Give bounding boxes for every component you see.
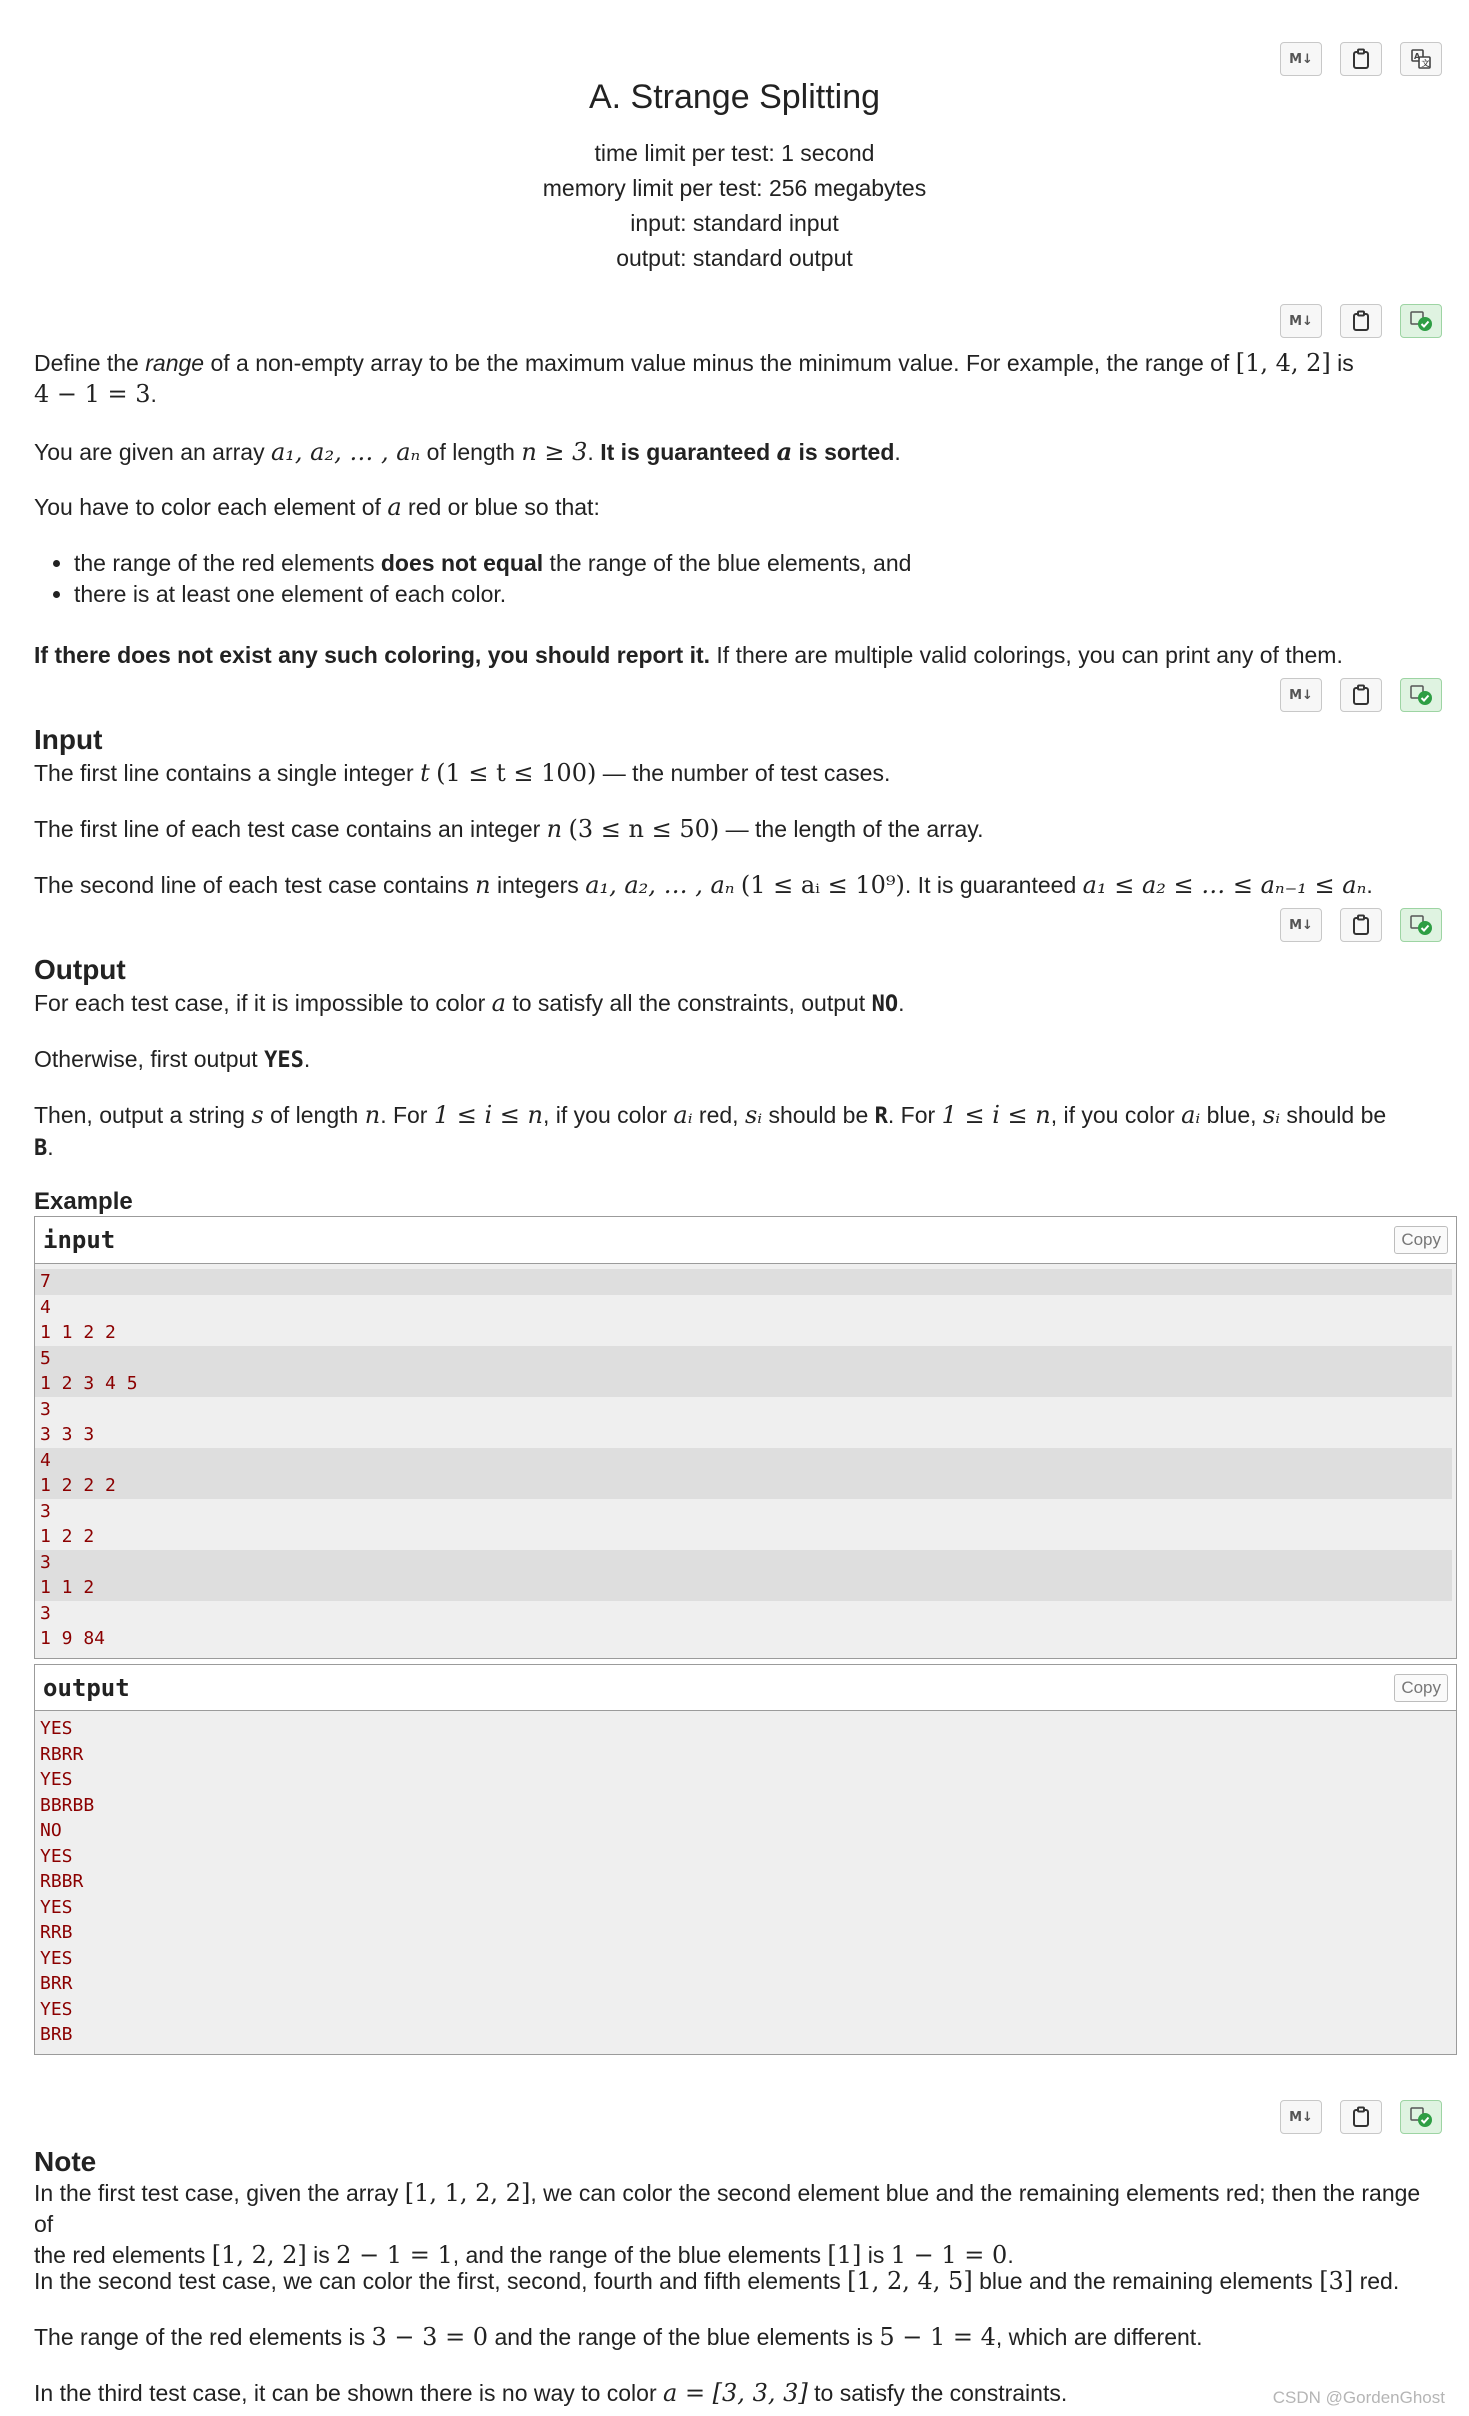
problem-title: A. Strange Splitting bbox=[588, 78, 881, 116]
example-input-line: 7 bbox=[35, 1269, 1452, 1295]
markdown-button[interactable] bbox=[1280, 678, 1322, 712]
example-output-line: YES bbox=[40, 1998, 73, 2020]
example-input-line: 1 2 2 2 bbox=[35, 1473, 1452, 1499]
example-input-line: 1 1 2 bbox=[35, 1575, 1452, 1601]
example-output-line: NO bbox=[40, 1820, 62, 1841]
markdown-icon: M↓ bbox=[1289, 51, 1313, 67]
statement-paragraph-4: If there does not exist any such coloring, you should report it. If there are multiple valid colorings, you can print any of them. bbox=[34, 642, 1343, 668]
example-input-line: 3 3 3 bbox=[40, 1424, 95, 1445]
output-spec: output: standard output bbox=[616, 245, 853, 271]
clipboard-icon bbox=[1351, 914, 1371, 936]
copy-statement-button[interactable] bbox=[1340, 42, 1382, 76]
header-toolbar bbox=[1280, 42, 1442, 76]
statement-paragraph-2: You are given an array a₁, a₂, … , aₙ of length n ≥ 3. It is guaranteed a is sorted. bbox=[34, 437, 901, 466]
check-translate-icon bbox=[1409, 914, 1433, 936]
term-range: range bbox=[145, 350, 205, 376]
clipboard-icon bbox=[1351, 684, 1371, 706]
example-input-line: 3 bbox=[40, 1398, 51, 1420]
clipboard-icon bbox=[1351, 310, 1371, 332]
svg-text:文: 文 bbox=[1421, 59, 1430, 68]
output-line-1: For each test case, if it is impossible to color a to satisfy all the constraints, output NO. bbox=[34, 989, 905, 1017]
example-heading: Example bbox=[34, 1188, 133, 1215]
clipboard-icon bbox=[1351, 2106, 1371, 2128]
check-translate-icon bbox=[1409, 310, 1433, 332]
input-line-1: The first line contains a single integer t (1 ≤ t ≤ 100) — the number of test cases. bbox=[34, 759, 891, 787]
example-output-line: YES bbox=[40, 1718, 73, 1739]
clipboard-icon bbox=[1351, 48, 1371, 70]
input-toolbar bbox=[1280, 678, 1442, 712]
example-output-line: RBBR bbox=[40, 1871, 84, 1892]
translate-button[interactable] bbox=[1400, 42, 1442, 76]
markdown-button[interactable] bbox=[1280, 42, 1322, 76]
copy-statement-button[interactable] bbox=[1340, 678, 1382, 712]
copy-input-button[interactable]: Copy bbox=[1394, 1226, 1448, 1254]
example-output-line: YES bbox=[40, 1896, 73, 1918]
copy-statement-button[interactable] bbox=[1340, 304, 1382, 338]
note-toolbar bbox=[1280, 2100, 1442, 2134]
example-output-body bbox=[35, 1711, 1456, 2054]
example-output-line: YES bbox=[40, 1947, 73, 1969]
example-input-line: 4 bbox=[35, 1448, 1452, 1474]
example-input-header bbox=[35, 1217, 1456, 1264]
output-line-2: Otherwise, first output YES. bbox=[34, 1046, 311, 1073]
example-output-line: YES bbox=[40, 1845, 73, 1867]
example-input-line: 3 bbox=[40, 1602, 51, 1624]
markdown-button[interactable] bbox=[1280, 304, 1322, 338]
example-output-line: YES bbox=[40, 1769, 73, 1790]
example-output-line: BBRBB bbox=[40, 1794, 95, 1816]
example-output-header bbox=[35, 1664, 1456, 1711]
example-input-box bbox=[34, 1216, 1457, 1659]
input-line-2: The first line of each test case contains an integer n (3 ≤ n ≤ 50) — the length of the array. bbox=[34, 815, 984, 843]
markdown-icon: M↓ bbox=[1289, 687, 1313, 703]
example-input-line: 3 bbox=[40, 1500, 51, 1522]
check-translate-icon bbox=[1409, 684, 1433, 706]
example-input-line: 3 bbox=[35, 1550, 1452, 1576]
input-line-3: The second line of each test case contains n integers a₁, a₂, … , aₙ (1 ≤ aᵢ ≤ 10⁹). It is guaranteed a₁ ≤ a₂ ≤ … ≤ aₙ₋₁ ≤ aₙ. bbox=[34, 871, 1373, 899]
example-input-line: 1 1 2 2 bbox=[40, 1322, 116, 1343]
markdown-icon: M↓ bbox=[1289, 313, 1313, 329]
markdown-button[interactable] bbox=[1280, 908, 1322, 942]
note-paragraph-2: In the second test case, we can color the first, second, fourth and fifth elements [1, 2, 4, 5] blue and the remaining elements [3] red. bbox=[34, 2267, 1400, 2295]
example-output-line: BRR bbox=[40, 1973, 73, 1994]
memory-limit: memory limit per test: 256 megabytes bbox=[542, 175, 927, 201]
example-output-line: RRB bbox=[40, 1922, 73, 1943]
example-input-line: 5 bbox=[35, 1346, 1452, 1372]
example-input-body bbox=[35, 1264, 1456, 1658]
translated-status-button[interactable] bbox=[1400, 2100, 1442, 2134]
translated-status-button[interactable] bbox=[1400, 908, 1442, 942]
example-input-line: 1 2 2 bbox=[40, 1526, 95, 1547]
example-input-label: input bbox=[43, 1226, 116, 1254]
input-spec: input: standard input bbox=[630, 210, 839, 236]
copy-statement-button[interactable] bbox=[1340, 2100, 1382, 2134]
example-input-line: 1 9 84 bbox=[40, 1628, 106, 1649]
example-output-line: RBRR bbox=[40, 1743, 84, 1765]
example-output-line: BRB bbox=[40, 2024, 73, 2045]
markdown-icon: M↓ bbox=[1289, 2109, 1313, 2125]
note-paragraph-3: The range of the red elements is 3 − 3 = 0 and the range of the blue elements is 5 − 1 = 4, which are different. bbox=[34, 2323, 1203, 2351]
check-translate-icon bbox=[1409, 2106, 1433, 2128]
note-paragraph-4: In the third test case, it can be shown there is no way to color a = [3, 3, 3] to satisfy the constraints. bbox=[34, 2379, 1068, 2407]
markdown-button[interactable] bbox=[1280, 2100, 1322, 2134]
example-output-label: output bbox=[43, 1673, 130, 1702]
time-limit: time limit per test: 1 second bbox=[594, 140, 875, 166]
example-input-line: 4 bbox=[40, 1296, 51, 1318]
svg-text:A: A bbox=[1414, 52, 1421, 61]
example-output-box bbox=[34, 1664, 1457, 2055]
statement-paragraph-1: Define the range of a non-empty array to be the maximum value minus the minimum value. For example, the range of [1, 4, 2] is 4 − 1 = 3. bbox=[34, 349, 1354, 408]
translated-status-button[interactable] bbox=[1400, 678, 1442, 712]
problem-limits bbox=[0, 136, 1469, 276]
condition-list bbox=[34, 548, 1434, 610]
markdown-icon: M↓ bbox=[1289, 917, 1313, 933]
translate-icon bbox=[1410, 48, 1432, 70]
translated-status-button[interactable] bbox=[1400, 304, 1442, 338]
note-paragraph-1: In the first test case, given the array [1, 1, 2, 2], we can color the second element blue and the remaining elements red; then the range of the red elements [1, 2, 2] is 2 − 1 = 1, and the range of the blue elements [1] is 1 − 1 = 0. bbox=[34, 2179, 1421, 2269]
example-input-line: 1 2 3 4 5 bbox=[35, 1371, 1452, 1397]
output-heading: Output bbox=[34, 954, 126, 985]
statement-toolbar bbox=[1280, 304, 1442, 338]
watermark: CSDN @GordenGhost bbox=[1272, 2388, 1445, 2407]
copy-statement-button[interactable] bbox=[1340, 908, 1382, 942]
copy-output-button[interactable]: Copy bbox=[1394, 1674, 1448, 1702]
output-toolbar bbox=[1280, 908, 1442, 942]
note-heading: Note bbox=[34, 2146, 97, 2177]
condition-item: • the range of the red elements does not equal the range of the blue elements, and bbox=[74, 548, 1434, 579]
input-heading: Input bbox=[34, 724, 103, 755]
condition-item: • there is at least one element of each color. bbox=[74, 579, 1434, 610]
statement-paragraph-3: You have to color each element of a red or blue so that: bbox=[34, 493, 600, 521]
output-line-3: Then, output a string s of length n. For 1 ≤ i ≤ n, if you color aᵢ red, sᵢ should be R. For 1 ≤ i ≤ n, if you color aᵢ blue, sᵢ should be B. bbox=[34, 1101, 1387, 1161]
